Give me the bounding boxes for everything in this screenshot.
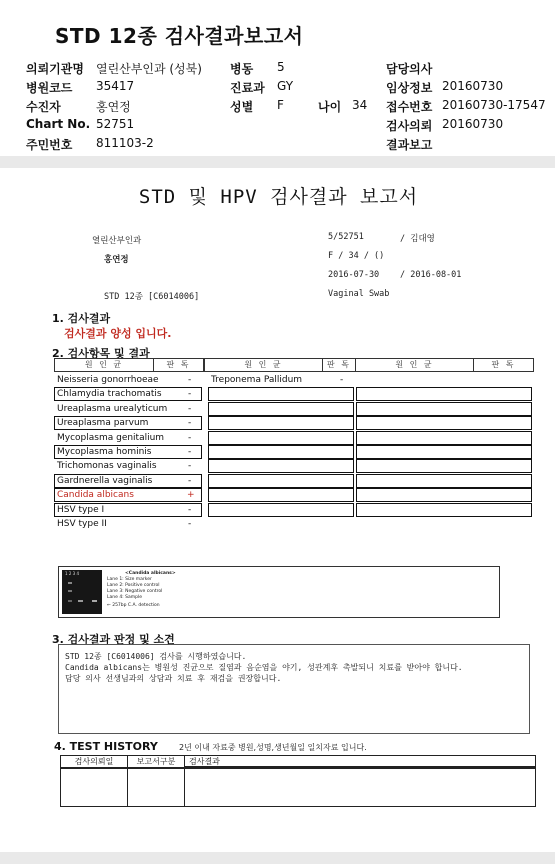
organism-result: - xyxy=(188,504,192,515)
organism-result: + xyxy=(187,490,195,501)
empty-result-cell xyxy=(208,459,354,473)
empty-result-cell xyxy=(208,402,354,416)
gel-electrophoresis-figure xyxy=(58,566,500,618)
table-row xyxy=(54,416,534,430)
section-1-title: 1. 검사결과 xyxy=(52,312,111,325)
organism-name: HSV type I xyxy=(57,504,105,515)
field-clinical-info: 임상정보 20160730 xyxy=(386,79,504,95)
result-table xyxy=(54,358,534,536)
empty-result-cell xyxy=(356,445,532,459)
field-age: 나이 34 xyxy=(318,98,368,114)
bottom-band xyxy=(0,852,555,864)
table-row xyxy=(208,373,358,387)
info-test: STD 12종 [C6014006] xyxy=(104,292,200,302)
organism-name: Chlamydia trachomatis xyxy=(57,389,162,400)
table-row xyxy=(54,402,534,416)
info-doctor: / 김대영 xyxy=(400,234,435,244)
empty-result-cell xyxy=(356,474,532,488)
field-requesting-institution: 의뢰기관명 열린산부인과 (성북) xyxy=(26,62,202,76)
empty-result-cell xyxy=(356,459,532,473)
empty-result-cell xyxy=(208,488,354,502)
organism-name: Trichomonas vaginalis xyxy=(57,461,157,472)
col-header-organism-3: 원 인 균 xyxy=(355,358,474,372)
field-receipt-number: 접수번호 20160730-17547 xyxy=(386,98,546,114)
scanned-report xyxy=(4,168,553,852)
report-header xyxy=(0,0,555,162)
empty-result-cell xyxy=(356,503,532,517)
history-header-result: 검사결과 xyxy=(185,756,535,767)
empty-result-cell xyxy=(208,474,354,488)
info-hospital: 열린산부인과 xyxy=(92,236,142,246)
field-test-request: 검사의뢰 20160730 xyxy=(386,117,504,133)
separator-band xyxy=(0,156,555,168)
result-summary: 검사결과 양성 입니다. xyxy=(64,327,172,340)
table-row xyxy=(54,474,534,488)
gel-legend: <Candida albicans> Lane 1: Size marker Lane 2: Positive control Lane 3: Negative control Lane 4: Sample ← 257bp C.A. detection xyxy=(107,571,176,608)
table-row xyxy=(54,488,534,502)
table-row xyxy=(54,459,534,473)
empty-result-cell xyxy=(208,416,354,430)
table-row xyxy=(54,431,534,445)
organism-name: Mycoplasma hominis xyxy=(57,447,152,457)
empty-result-cell xyxy=(356,387,532,401)
field-resident-number: 주민번호 811103-2 xyxy=(26,136,154,152)
test-history-table xyxy=(60,755,536,807)
section-3-title: 3. 검사결과 판정 및 소견 xyxy=(52,633,175,646)
gel-image xyxy=(62,570,102,614)
organism-result: - xyxy=(188,375,192,385)
field-chart-no: Chart No. 52751 xyxy=(26,117,135,131)
organism-name: Gardnerella vaginalis xyxy=(57,475,153,486)
organism-result: - xyxy=(188,475,192,486)
history-header-report-type: 보고서구분 xyxy=(128,756,185,768)
history-header-request-date: 검사의뢰일 xyxy=(61,756,128,768)
info-chart-ref: 5/52751 xyxy=(328,232,364,242)
info-specimen: Vaginal Swab xyxy=(328,289,390,299)
organism-name: Candida albicans xyxy=(57,490,134,501)
empty-result-cell xyxy=(208,431,354,445)
empty-result-cell xyxy=(356,416,532,430)
page-title: STD 12종 검사결과보고서 xyxy=(55,24,304,48)
organism-result: - xyxy=(188,461,192,472)
organism-name: Mycoplasma genitalium xyxy=(57,432,165,443)
empty-result-cell xyxy=(356,488,532,502)
organism-name: Neisseria gonorrhoeae xyxy=(57,375,159,385)
organism-name: HSV type II xyxy=(57,519,107,529)
history-note: 2년 이내 자료중 병원,성명,생년월일 일치자료 입니다. xyxy=(179,743,367,752)
col-header-organism-1: 원 인 균 xyxy=(54,358,154,372)
field-sex: 성별 F xyxy=(230,98,284,114)
info-sex-age: F / 34 / () xyxy=(328,251,385,261)
col-header-result-2: 판 독 xyxy=(322,358,356,372)
empty-result-cell xyxy=(208,387,354,401)
opinion-box xyxy=(58,644,530,734)
empty-result-cell xyxy=(208,503,354,517)
organism-result: - xyxy=(188,432,192,443)
organism-result: - xyxy=(188,389,192,400)
info-date-received: 2016-07-30 xyxy=(328,270,380,280)
gel-lane-numbers: 1 2 3 4 xyxy=(65,571,79,576)
section-2-title: 2. 검사항목 및 결과 xyxy=(52,347,150,360)
table-row xyxy=(54,503,534,517)
field-hospital-code: 병원코드 35417 xyxy=(26,79,135,95)
report-title: STD 및 HPV 검사결과 보고서 xyxy=(138,186,419,208)
empty-result-cell xyxy=(356,402,532,416)
organism-result: - xyxy=(188,418,192,429)
empty-result-cell xyxy=(356,431,532,445)
field-ward: 병동 5 xyxy=(230,60,285,76)
opinion-text: STD 12종 [C6014006] 검사를 시행하였습니다. Candida albicans는 병원성 진균으로 질염과 음순염을 야기, 성관계후 촉발되니 치료를 받아야 합니다. 담당 의사 선생님과의 상담과 치료 후 재검을 권장합니다. xyxy=(65,652,463,683)
empty-result-cell xyxy=(208,445,354,459)
organism-result: - xyxy=(340,375,344,385)
organism-result: - xyxy=(188,447,192,457)
info-date-reported: / 2016-08-01 xyxy=(400,270,462,280)
organism-name: Treponema Pallidum xyxy=(211,375,303,385)
organism-name: Ureaplasma parvum xyxy=(57,418,149,429)
info-patient: 홍연정 xyxy=(104,255,129,265)
organism-result: - xyxy=(188,403,192,414)
col-header-result-3: 판 독 xyxy=(473,358,534,372)
table-row xyxy=(54,387,534,401)
field-result-report: 결과보고 xyxy=(386,138,433,152)
organism-result: - xyxy=(188,519,192,529)
section-4-title: 4. TEST HISTORY xyxy=(54,740,158,753)
field-patient-name: 수진자 홍연정 xyxy=(26,100,131,114)
col-header-organism-2: 원 인 균 xyxy=(204,358,323,372)
field-attending-doctor: 담당의사 xyxy=(386,62,433,76)
field-department: 진료과 GY xyxy=(230,79,294,95)
table-row xyxy=(54,517,534,531)
table-row xyxy=(54,445,534,459)
col-header-result-1: 판 독 xyxy=(153,358,204,372)
organism-name: Ureaplasma urealyticum xyxy=(57,403,168,414)
